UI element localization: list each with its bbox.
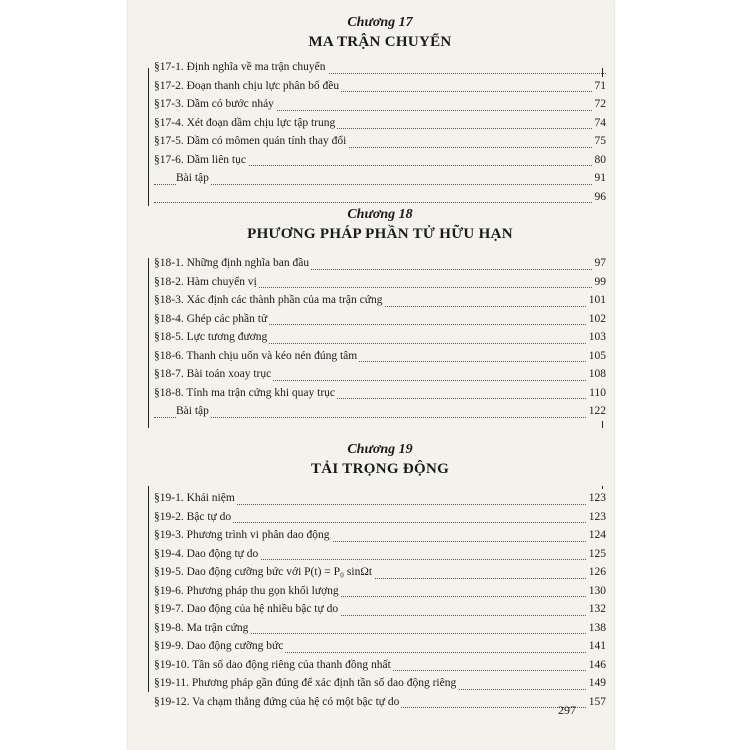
toc-entry	[154, 114, 606, 133]
toc-entry-page: 108	[587, 365, 606, 384]
chapter-19-section	[154, 441, 606, 711]
toc-entry-title: §19-12. Va chạm thẳng đứng của hệ có một bậc tự do	[154, 693, 401, 712]
toc-entry	[154, 600, 606, 619]
margin-rule	[148, 258, 149, 428]
toc-entry-page: 146	[587, 656, 606, 675]
toc-entry-title: §17-2. Đoạn thanh chịu lực phân bố đều	[154, 77, 341, 96]
toc-entry-title: Bài tập	[176, 402, 211, 421]
toc-entry-page: 71	[593, 77, 607, 96]
toc-entry	[154, 508, 606, 527]
toc-entry	[154, 489, 606, 508]
toc-entry-page: 126	[587, 563, 606, 582]
toc-entry-title: §17-5. Dầm có mômen quán tính thay đổi	[154, 132, 348, 151]
toc-entry	[154, 310, 606, 329]
toc-entry-title: §18-8. Tính ma trận cứng khi quay trục	[154, 384, 337, 403]
toc-entry-page: 102	[587, 310, 606, 329]
toc-entry	[154, 365, 606, 384]
toc-entry-page: 80	[593, 151, 607, 170]
toc-entry-title: §19-8. Ma trận cứng	[154, 619, 250, 638]
toc-entry-page: 72	[593, 95, 607, 114]
toc-entry-title: §18-1. Những định nghĩa ban đầu	[154, 254, 311, 273]
toc-entry-title: §17-4. Xét đoạn dầm chịu lực tập trung	[154, 114, 337, 133]
toc-entry-page: 97	[593, 254, 607, 273]
toc-entry	[154, 188, 606, 207]
toc-entry-page: 75	[593, 132, 607, 151]
toc-entry-page: 125	[587, 545, 606, 564]
toc-entry-title: §17-1. Định nghĩa về ma trận chuyển	[154, 58, 328, 77]
toc-entry-page: 138	[587, 619, 606, 638]
toc-list	[154, 489, 606, 711]
toc-entry	[154, 526, 606, 545]
toc-entry-title: §18-6. Thanh chịu uốn và kéo nén đúng tâm	[154, 347, 359, 366]
chapter-17-section	[154, 14, 606, 206]
toc-entry	[154, 619, 606, 638]
toc-entry	[154, 328, 606, 347]
toc-entry	[154, 674, 606, 693]
toc-entry-title: §19-11. Phương pháp gần đúng để xác định tần số dao động riêng	[154, 674, 458, 693]
toc-entry	[154, 151, 606, 170]
toc-entry	[154, 254, 606, 273]
margin-rule	[148, 68, 149, 206]
page-number: 297	[558, 703, 576, 717]
toc-entry-page: 122	[587, 402, 606, 421]
toc-entry	[154, 402, 606, 421]
toc-entry-title: Bài tập	[176, 169, 211, 188]
toc-entry	[154, 291, 606, 310]
chapter-title: TẢI TRỌNG ĐỘNG	[310, 461, 450, 477]
toc-entry-page: 110	[587, 384, 606, 403]
toc-entry	[154, 693, 606, 712]
toc-entry	[154, 545, 606, 564]
toc-entry-title: §19-5. Dao động cưỡng bức với P(t) = P₀ sinΩt	[154, 563, 374, 582]
toc-entry-page: 124	[587, 526, 606, 545]
toc-entry-title: §19-3. Phương trình vi phân dao động	[154, 526, 332, 545]
chapter-title: PHƯƠNG PHÁP PHẦN TỬ HỮU HẠN	[247, 226, 513, 242]
toc-entry-title: §19-1. Khái niệm	[154, 489, 237, 508]
toc-entry-page: 141	[587, 637, 606, 656]
toc-entry-page: 99	[593, 273, 607, 292]
toc-entry-title: §18-7. Bài toán xoay trục	[154, 365, 273, 384]
toc-entry-page: 96	[593, 188, 607, 207]
toc-entry-title: §19-6. Phương pháp thu gọn khối lượng	[154, 582, 341, 601]
toc-entry	[154, 637, 606, 656]
chapter-label: Chương 19	[347, 442, 413, 457]
toc-entry	[154, 273, 606, 292]
toc-entry-page: 105	[587, 347, 606, 366]
toc-entry-title: §18-3. Xác định các thành phần của ma trận cứng	[154, 291, 384, 310]
toc-list	[154, 58, 606, 206]
toc-entry-page: 157	[587, 693, 606, 712]
toc-entry	[154, 77, 606, 96]
toc-entry-page: 123	[587, 489, 606, 508]
toc-entry	[154, 169, 606, 188]
toc-entry	[154, 582, 606, 601]
toc-entry	[154, 656, 606, 675]
chapter-18-section	[154, 206, 606, 421]
toc-entry-title: §17-6. Dầm liên tục	[154, 151, 248, 170]
toc-entry-page: 123	[587, 508, 606, 527]
toc-entry-title: §19-2. Bậc tự do	[154, 508, 233, 527]
toc-entry-title: §18-2. Hàm chuyển vị	[154, 273, 259, 292]
toc-entry-title: §19-9. Dao động cưỡng bức	[154, 637, 285, 656]
toc-entry-title: §18-5. Lực tương đương	[154, 328, 269, 347]
toc-entry-title: §19-4. Dao động tự do	[154, 545, 260, 564]
toc-entry	[154, 384, 606, 403]
dot-leader	[154, 202, 606, 203]
toc-entry-page: 103	[587, 328, 606, 347]
chapter-label: Chương 17	[347, 15, 413, 30]
toc-entry	[154, 132, 606, 151]
margin-rule	[148, 486, 149, 692]
dot-leader	[154, 417, 606, 418]
toc-entry-title: §19-10. Tần số dao động riêng của thanh đồng nhất	[154, 656, 393, 675]
toc-entry-page: 101	[587, 291, 606, 310]
dot-leader	[154, 184, 606, 185]
toc-entry-page: 91	[593, 169, 607, 188]
chapter-title: MA TRẬN CHUYỂN	[308, 34, 452, 50]
toc-entry-page: 74	[593, 114, 607, 133]
chapter-label: Chương 18	[347, 207, 413, 222]
book-page	[128, 0, 614, 750]
toc-entry-page: 130	[587, 582, 606, 601]
toc-entry-title: §18-4. Ghép các phần tử	[154, 310, 269, 329]
toc-entry	[154, 347, 606, 366]
toc-entry-page: 132	[587, 600, 606, 619]
toc-entry	[154, 563, 606, 582]
toc-entry	[154, 95, 606, 114]
toc-entry	[154, 58, 606, 77]
toc-list	[154, 254, 606, 421]
toc-entry-page: 149	[587, 674, 606, 693]
toc-entry-title: §19-7. Dao động của hệ nhiều bậc tự do	[154, 600, 340, 619]
toc-entry-title: §17-3. Dầm có bước nhảy	[154, 95, 276, 114]
